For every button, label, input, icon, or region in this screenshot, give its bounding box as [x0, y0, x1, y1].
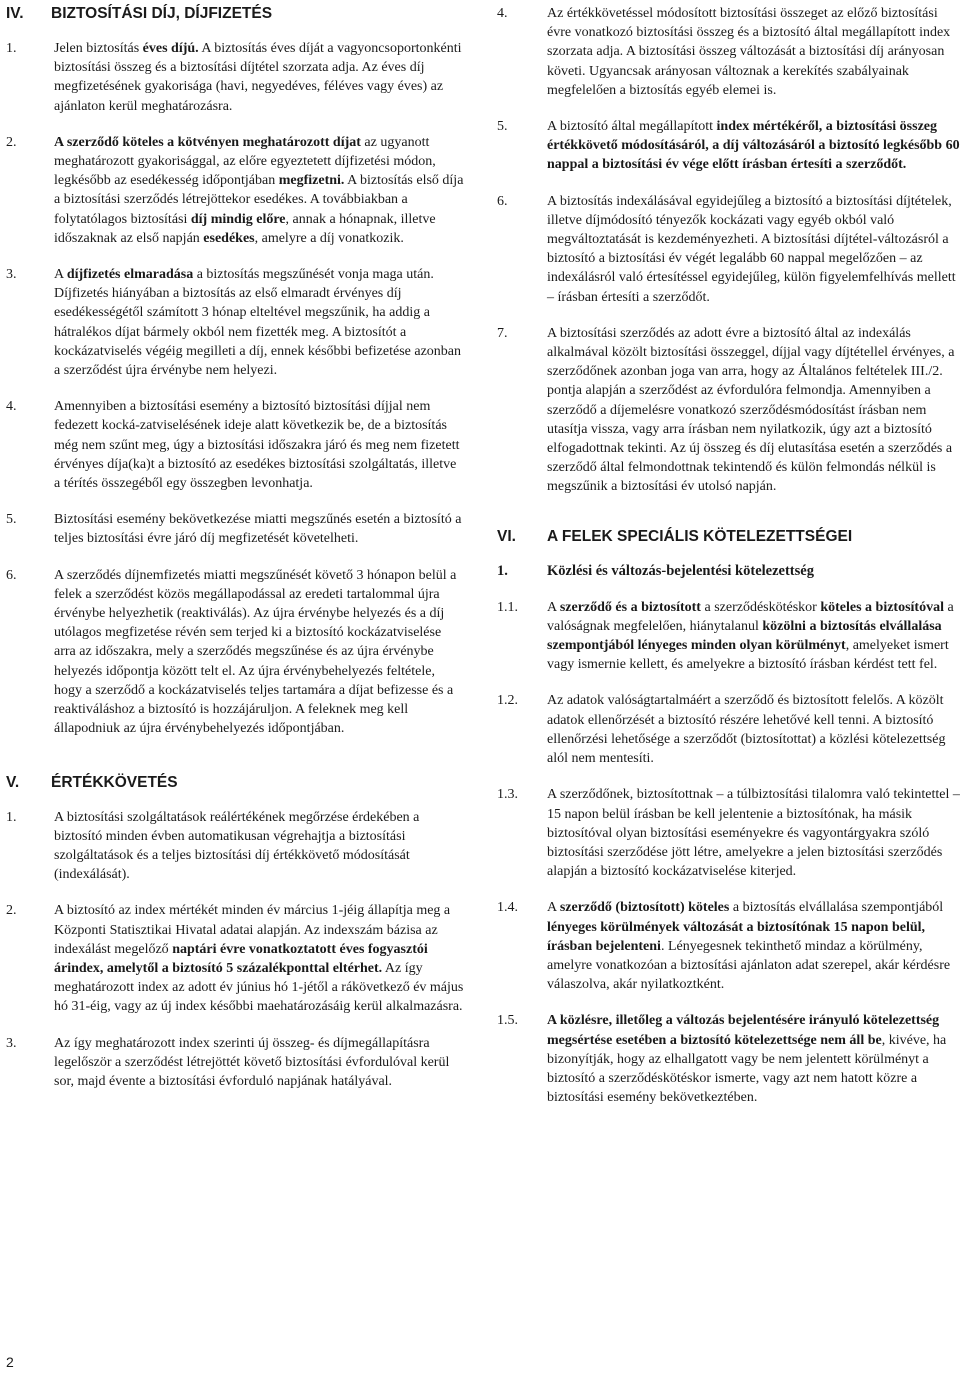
paragraph-v-7	[497, 324, 960, 497]
left-column	[6, 4, 464, 1091]
paragraph-number: 5.	[6, 512, 17, 528]
paragraph-vi-1-2	[497, 691, 960, 768]
paragraph-number: 1.	[6, 809, 17, 825]
paragraph-vi-1-4	[497, 898, 960, 994]
paragraph-number: 2.	[6, 134, 17, 150]
paragraph-number: 1.	[6, 41, 17, 56]
paragraph-text: Amennyiben a biztosítási esemény a biztosító biztosítási díjjal nem fedezett kocká-zatviselésének ideje alatt következik be, de a biztosítás még nem szűnt meg, úgy a biztosítási időszakra járó és meg nem fizetett érvényes díja(ka)t a biztosító az esedékes biztosítási szolgáltatás, illetve a térítés összegéből egy összegben levonhatja.	[54, 399, 460, 492]
paragraph-number: 1.3.	[497, 787, 518, 803]
paragraph-number: 6.	[6, 567, 17, 583]
subsection-number: 1.	[497, 562, 508, 579]
section-title: BIZTOSÍTÁSI DÍJ, DÍJFIZETÉS	[51, 5, 273, 22]
paragraph-text: A biztosítás indexálásával egyidejűleg a biztosító a biztosítási díjtételek, illetve díjmódosító tényezők kockázati vagy egyéb okból való megváltoztatását is kezdeményezheti. A biztosítási díjtétel-változásról a biztosító a biztosítási év végét legalább 60 nappal megelőzően – az indexálásról való értesítéssel egyidejűleg, külön figyelemfelhívás mellett – írásban értesíti a szerződőt.	[547, 193, 956, 305]
paragraph-number: 1.4.	[497, 900, 518, 916]
section-title: ÉRTÉKKÖVETÉS	[51, 773, 178, 791]
paragraph-v-4	[497, 4, 960, 100]
paragraph-text: A biztosítási szerződés az adott évre a biztosító által az indexálás alkalmával közölt biztosítási összeggel, díjjal vagy díjtétellel érvényes, a szerződőnek azonban joga van arra, hogy az Általános feltételek III./2. pontja alapján a szerződést az évfordulóra felmondja. Amennyiben a szerződő a díjemelésre vonatkozó szerződésmódosítást írásban nem utasítja vissza, vagy arra írásban nem nyilatkozik, úgy azt a biztosító elfogadottnak tekinti. Az új összeg és díj elutasítása esetén a szerződés a szerződő által felmondottnak tekintendő és külön felmondás nélkül is megszűnik a biztosítási év utolsó napján.	[547, 325, 955, 495]
paragraph-v-5	[497, 117, 960, 175]
paragraph-text: A díjfizetés elmaradása a biztosítás megszűnését vonja maga után. Díjfizetés hiányában a biztosítás az első elmaradt érvényes díj esedékességétől számított 3 hónap elteltével megszűnik, ha addig a hátralékos díjat bármely okból nem fizették meg. A biztosítót a kockázatviselés végéig megilleti a díj, ennek későbbi befizetése azonban a szerződést újra érvénybe nem helyezi.	[54, 267, 462, 379]
section-heading-v	[6, 773, 464, 793]
paragraph-number: 5.	[497, 119, 508, 135]
paragraph-vi-1-3	[497, 785, 960, 881]
paragraph-v-3	[6, 1034, 464, 1092]
paragraph-number: 7.	[497, 325, 508, 341]
paragraph-number: 1.1.	[497, 599, 518, 615]
paragraph-iv-2	[6, 133, 464, 248]
section-number: IV.	[6, 5, 24, 22]
paragraph-text: A biztosítási szolgáltatások reálértékének megőrzése érdekében a biztosító minden évben automatikusan végrehajtja a biztosítási szolgáltatások és a teljes biztosítási díj értékkövető módosítását (indexálását).	[54, 809, 420, 883]
paragraph-text: A szerződőnek, biztosítottnak – a túlbiztosítási tilalomra való tekintettel – 15 napon belül írásban be kell jelentenie a biztosítónak, ha másik biztosítóval olyan biztosítási eseményekre és vagyontárgyakra szóló biztosítási szerződése jött létre, amelyekre a jelen biztosítási szerződés alapján a biztosító kockázatviselése kiterjed.	[547, 787, 960, 880]
paragraph-text: Az így meghatározott index szerinti új összeg- és díjmegállapításra legelőször a szerződést létrejöttét követő biztosítási évfordulóval kerül sor, majd évente a biztosítási évforduló napjának hatályával.	[54, 1035, 450, 1089]
paragraph-text: A szerződő köteles a kötvényen meghatározott díjat az ugyanott meghatározott gyakorisággal, az előre egyeztetett díjfizetési módon, legkésőbb az esedékesség időpontjában megfizetni. A biztosítás első díja a biztosítási szerződés létrejöttekor esedékes. A továbbiakban a folytatólagos biztosítási díj mindig előre, annak a hónapnak, illetve időszaknak az első napján esedékes, amelyre a díj vonatkozik.	[54, 134, 464, 246]
paragraph-number: 1.2.	[497, 693, 518, 709]
paragraph-text: Az adatok valóságtartalmáért a szerződő és biztosított felelős. A közölt adatok ellenőrzését a biztosító részére lehetővé kell tenni. A biztosító ellenőrzési lehetősége a szerződőt (biztosítottat) a közlési kötelezettség alól nem mentesíti.	[547, 693, 946, 767]
paragraph-iv-3	[6, 265, 464, 380]
paragraph-number: 1.5.	[497, 1013, 518, 1029]
right-column	[497, 4, 960, 1107]
paragraph-text: A közlésre, illetőleg a változás bejelentésére irányuló kötelezettség megsértése esetében a biztosító kötelezettsége nem áll be, kivéve, ha bizonyítják, hogy az elhallgatott vagy be nem jelentett körülményt a biztosító a szerződéskötéskor ismerte, vagy azt nem hatott közre a biztosítási esemény bekövetkeztében.	[547, 1013, 947, 1106]
paragraph-text: Az értékkövetéssel módosított biztosítási összeget az előző biztosítási évre vonatkozó biztosítási összeg és a biztosító által megállapított index szorzata adja. A biztosítási összeg változását a biztosítási díj arányosan követi. Ugyancsak arányosan változnak a kerekítés szabályainak megfelelően a biztosítás egyéb elemei is.	[547, 6, 951, 98]
paragraph-v-6	[497, 192, 960, 307]
paragraph-iv-4	[6, 397, 464, 493]
paragraph-text: Jelen biztosítás éves díjú. A biztosítás éves díját a vagyoncsoportonkénti biztosítási összeg és a biztosítási díjtétel szorzata adja. Az éves díj megfizetésének gyakorisága (havi, negyedéves, féléves vagy éves) az ajánlaton kerül meghatározásra.	[54, 41, 462, 114]
paragraph-number: 4.	[497, 6, 508, 21]
paragraph-number: 6.	[497, 193, 508, 209]
paragraph-text: A szerződő és a biztosított a szerződéskötéskor köteles a biztosítóval a valóságnak megfelelően, hiánytalanul közölni a biztosítás elvállalása szempontjából lényeges minden olyan körülményt, amelyeket ismert vagy ismernie kellett, és amelyekre a biztosító írásban kérdést tett fel.	[547, 599, 954, 673]
paragraph-number: 4.	[6, 399, 17, 415]
paragraph-text: A biztosító által megállapított index mértékéről, a biztosítási összeg értékkövető módosításáról, a díj változásáról a biztosító legkésőbb 60 nappal a biztosítási év vége előtt írásban értesíti a szerződőt.	[547, 119, 960, 173]
paragraph-vi-1-1	[497, 598, 960, 675]
paragraph-text: A szerződés díjnemfizetés miatti megszűnését követő 3 hónapon belül a felek a szerződést közös megállapodással az eredeti tartalommal újra érvénybe helyezhetik (reaktiválás). Az újra érvénybe helyezés és a díj utólagos megfizetése révén sem terjed ki a biztosító kockázatviselése arra az időszakra, mely a szerződés megszűnése és az újra érvénybe helyezés időpontja között telt el. Az újra érvénybehelyezés feltétele, hogy a szerződő a kockázatviselés teljes tartamára a díjat befizesse és a reaktiváláshoz a biztosító is hozzájáruljon. A feleknek meg kell állapodniuk az újra érvénybehelyezés időpontjában.	[54, 567, 457, 737]
paragraph-iv-5	[6, 510, 464, 548]
section-heading-vi	[497, 527, 960, 547]
paragraph-text: Biztosítási esemény bekövetkezése miatti megszűnés esetén a biztosító a teljes biztosítási évre járó díj megfizetését követelheti.	[54, 512, 462, 547]
subsection-title: Közlési és változás-bejelentési kötelezettség	[547, 562, 814, 579]
section-title: A FELEK SPECIÁLIS KÖTELEZETTSÉGEI	[547, 527, 853, 545]
paragraph-text: A biztosító az index mértékét minden év március 1-jéig állapítja meg a Központi Statisztikai Hivatal adatai alapján. Az indexszám bázisa az indexálást megelőző naptári évre vonatkoztatott éves fogyasztói árindex, amelytől a biztosító 5 százalékponttal eltérhet. Az így meghatározott index az adott év június hó 1-jétől a rákövetkező év május hó 31-éig, vagy az új index későbbi maehatározásáig kerül alkalmazásra.	[54, 903, 464, 1015]
paragraph-iv-1	[6, 39, 464, 116]
section-number: V.	[6, 773, 20, 791]
paragraph-iv-6	[6, 566, 464, 739]
section-number: VI.	[497, 527, 516, 545]
paragraph-number: 2.	[6, 903, 17, 919]
paragraph-v-2	[6, 901, 464, 1016]
page-number: 2	[6, 1354, 14, 1370]
section-heading-iv	[6, 4, 464, 24]
paragraph-text: A szerződő (biztosított) köteles a biztosítás elvállalása szempontjából lényeges körülmények változását a biztosítónak 15 napon belül, írásban bejelenteni. Lényegesnek tekinthető mindaz a körülmény, amelyre vonatkozóan a biztosítási ajánlaton adat szerepel, akár kérdésre válaszolva, akár nyilatkoztként.	[547, 900, 951, 993]
paragraph-number: 3.	[6, 267, 17, 283]
paragraph-vi-1-5	[497, 1011, 960, 1107]
paragraph-number: 3.	[6, 1035, 17, 1051]
paragraph-v-1	[6, 808, 464, 885]
subsection-heading-1	[497, 562, 960, 581]
